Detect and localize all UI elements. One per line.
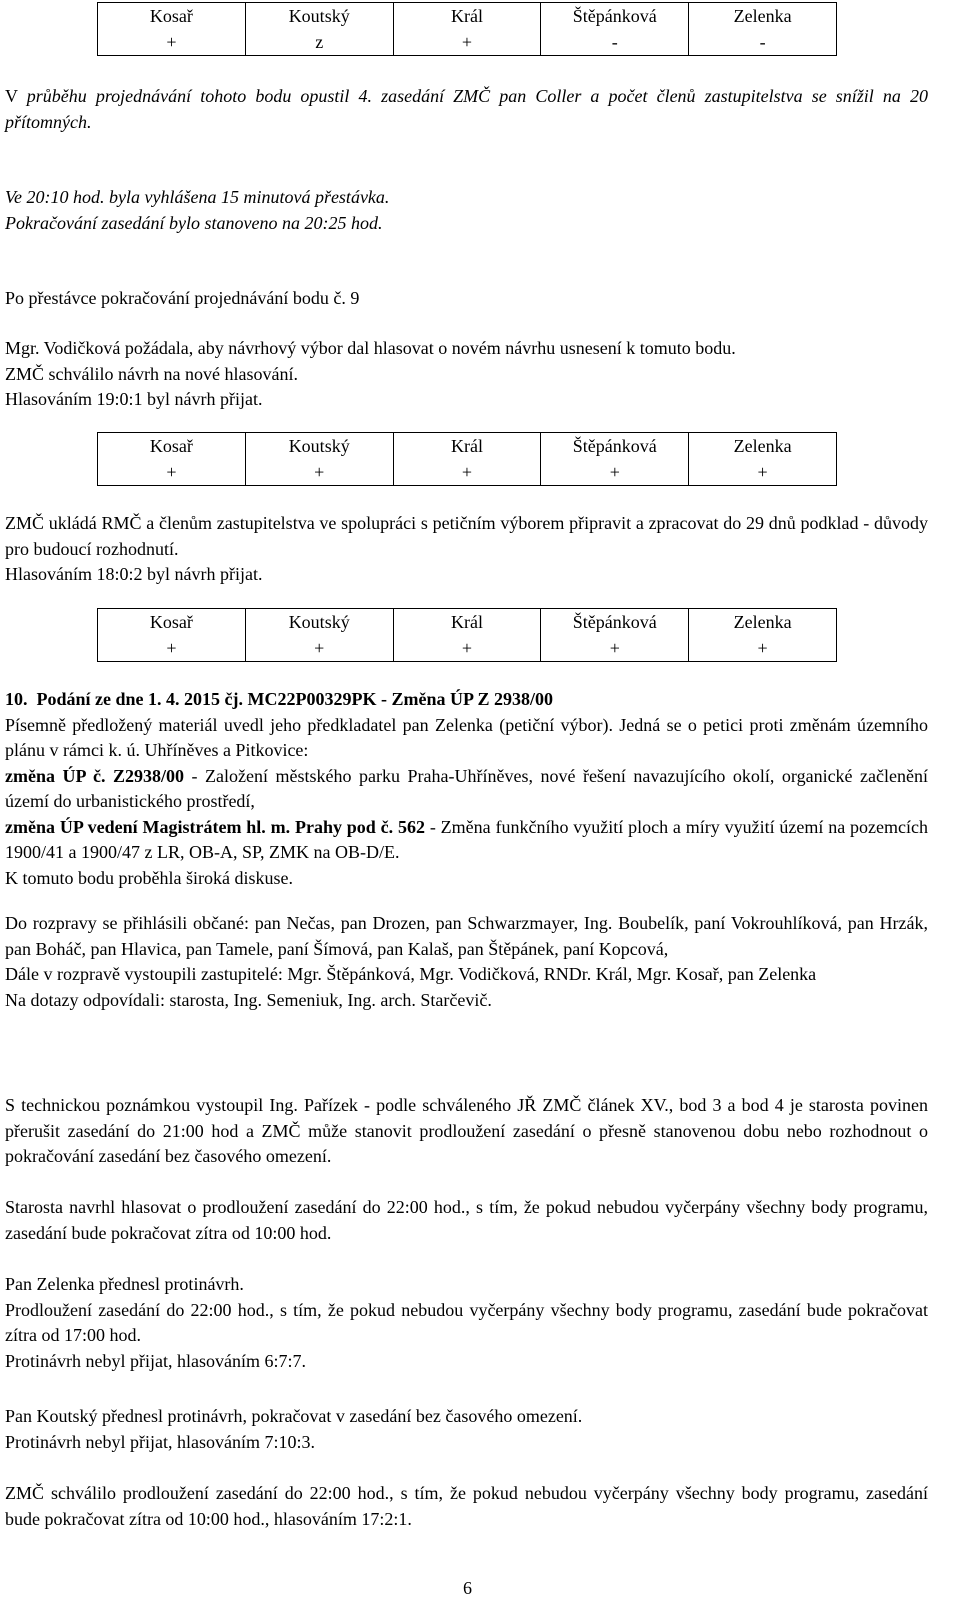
agenda-item-10 (5, 687, 928, 891)
page-number: 6 (463, 1578, 472, 1598)
vote-header-koutsky: Koutský (245, 3, 393, 30)
after-break-heading: Po přestávce pokračování projednávání bodu č. 9 (5, 288, 360, 308)
vote-table-2 (97, 432, 837, 486)
vote-header-kral: Král (393, 609, 541, 636)
vote-table-3 (97, 608, 837, 662)
paragraph-technical-note: S technickou poznámkou vystoupil Ing. Pařízek - podle schváleného JŘ ZMČ článek XV., bod 3 a bod 4 je starosta povinen přerušit zasedání do 21:00 hod a ZMČ může stanovit prodloužení zasedání o přesně stanovenou dobu nebo rozhodnout o pokračování zasedání bez časového omezení. (5, 1095, 928, 1166)
item-10-intro: Písemně předložený materiál uvedl jeho předkladatel pan Zelenka (petiční výbor). Jedná se o petici proti změnám územního plánu v rámci k. ú. Uhříněves a Pitkovice: (5, 714, 928, 760)
vote-header-kral: Král (393, 433, 541, 460)
vote-value-koutsky: + (245, 635, 393, 662)
vote-header-kral: Král (393, 3, 541, 30)
vote-value-kral: + (393, 635, 541, 662)
paragraph-mayor-proposal: Starosta navrhl hlasovat o prodloužení zasedání do 22:00 hod., s tím, že pokud nebudou vyčerpány všechny body programu, zasedání bude pokračovat zítra od 10:00 hod. (5, 1197, 928, 1243)
vote-value-kral: + (393, 459, 541, 486)
item-10-change-2 (5, 815, 928, 866)
vote-header-koutsky: Koutský (245, 609, 393, 636)
vote-table-1 (97, 2, 837, 56)
vote-header-zelenka: Zelenka (689, 609, 837, 636)
zmc-task-vote: Hlasováním 18:0:2 byl návrh přijat. (5, 564, 263, 584)
break-line-2: Pokračování zasedání bylo stanoveno na 20:25 hod. (5, 212, 383, 233)
vote-table-header-row (98, 433, 837, 460)
change-1-label: změna ÚP č. Z2938/00 (5, 765, 185, 786)
vote-header-koutsky: Koutský (245, 433, 393, 460)
vote-header-stepankova: Štěpánková (541, 433, 689, 460)
vote-value-zelenka: + (689, 459, 837, 486)
koutsky-line-2: Protinávrh nebyl přijat, hlasováním 7:10:3. (5, 1431, 315, 1452)
paragraph-zmc-task (5, 511, 928, 588)
vote-table-values-row (98, 635, 837, 662)
vote-header-stepankova: Štěpánková (541, 3, 689, 30)
debate-council: Dále v rozpravě vystoupili zastupitelé: Mgr. Štěpánková, Mgr. Vodičková, RNDr. Král, Mgr. Kosař, pan Zelenka (5, 964, 817, 984)
paragraph-departure (5, 84, 928, 135)
paragraph-final-resolution: ZMČ schválilo prodloužení zasedání do 22:00 hod., s tím, že pokud nebudou vyčerpány všechny body programu, zasedání bude pokračovat zítra od 10:00 hod., hlasováním 17:2:1. (5, 1483, 928, 1529)
debate-answers: Na dotazy odpovídali: starosta, Ing. Semeniuk, Ing. arch. Starčevič. (5, 989, 492, 1010)
item-10-change-1 (5, 764, 928, 815)
vote-value-zelenka: + (689, 635, 837, 662)
departure-text: průběhu projednávání tohoto bodu opustil 4. zasedání ZMČ pan Coller a počet členů zastupitelstva se snížil na 20 přítomných. (5, 86, 928, 132)
vote-header-zelenka: Zelenka (689, 3, 837, 30)
vodickova-line-3: Hlasováním 19:0:1 byl návrh přijat. (5, 389, 263, 409)
break-line-1: Ve 20:10 hod. byla vyhlášena 15 minutová přestávka. (5, 187, 390, 207)
change-2-label: změna ÚP vedení Magistrátem hl. m. Prahy pod č. 562 (5, 816, 425, 837)
vote-value-koutsky: z (245, 29, 393, 56)
vote-table-values-row (98, 459, 837, 486)
vote-header-zelenka: Zelenka (689, 433, 837, 460)
vote-table-header-row (98, 3, 837, 30)
vote-header-kosar: Kosař (98, 3, 246, 30)
vote-header-kosar: Kosař (98, 609, 246, 636)
paragraph-koutsky-counterproposal (5, 1404, 928, 1455)
paragraph-vodickova (5, 336, 928, 413)
vote-value-stepankova: + (541, 635, 689, 662)
vote-value-stepankova: - (541, 29, 689, 56)
vote-value-zelenka: - (689, 29, 837, 56)
koutsky-line-1: Pan Koutský přednesl protinávrh, pokračovat v zasedání bez časového omezení. (5, 1406, 583, 1426)
vote-header-stepankova: Štěpánková (541, 609, 689, 636)
vote-value-kosar: + (98, 29, 246, 56)
zelenka-line-2: Prodloužení zasedání do 22:00 hod., s tím, že pokud nebudou vyčerpány všechny body programu, zasedání bude pokračovat zítra od 17:00 hod. (5, 1299, 928, 1345)
vote-value-kral: + (393, 29, 541, 56)
vote-header-kosar: Kosař (98, 433, 246, 460)
item-10-title: 10. Podání ze dne 1. 4. 2015 čj. MC22P00329PK - Změna ÚP Z 2938/00 (5, 689, 553, 709)
vote-table-values-row (98, 29, 837, 56)
item-10-discussion: K tomuto bodu proběhla široká diskuse. (5, 867, 293, 888)
zmc-task-text: ZMČ ukládá RMČ a členům zastupitelstva ve spolupráci s petičním výborem připravit a zpracovat do 29 dnů podklad - důvody pro budoucí rozhodnutí. (5, 513, 928, 559)
change-1-text: - Založení městského parku Praha-Uhříněves, nové řešení navazujícího okolí, organické začlenění území do urbanistického prostředí, (5, 765, 929, 811)
departure-lead: V (5, 86, 27, 106)
vote-value-koutsky: + (245, 459, 393, 486)
paragraph-zelenka-counterproposal (5, 1272, 928, 1374)
zelenka-line-3: Protinávrh nebyl přijat, hlasováním 6:7:7. (5, 1350, 306, 1371)
paragraph-break (5, 185, 928, 236)
vodickova-line-1: Mgr. Vodičková požádala, aby návrhový výbor dal hlasovat o novém návrhu usnesení k tomuto bodu. (5, 338, 736, 358)
vote-value-kosar: + (98, 459, 246, 486)
debate-citizens: Do rozpravy se přihlásili občané: pan Nečas, pan Drozen, pan Schwarzmayer, Ing. Boubelík, paní Vokrouhlíková, pan Hrzák, pan Boháč, pan Hlavica, pan Tamele, paní Šímová, pan Kalaš, pan Štěpánek, paní Kopcová, (5, 913, 928, 959)
vote-table-header-row (98, 609, 837, 636)
paragraph-debate (5, 911, 928, 1013)
vote-value-kosar: + (98, 635, 246, 662)
zelenka-line-1: Pan Zelenka přednesl protinávrh. (5, 1274, 244, 1294)
change-2-text: - Změna funkčního využití ploch a míry využití území na pozemcích 1900/41 a 1900/47 z LR, OB-A, SP, ZMK na OB-D/E. (5, 816, 929, 862)
vodickova-line-2: ZMČ schválilo návrh na nové hlasování. (5, 363, 298, 384)
vote-value-stepankova: + (541, 459, 689, 486)
